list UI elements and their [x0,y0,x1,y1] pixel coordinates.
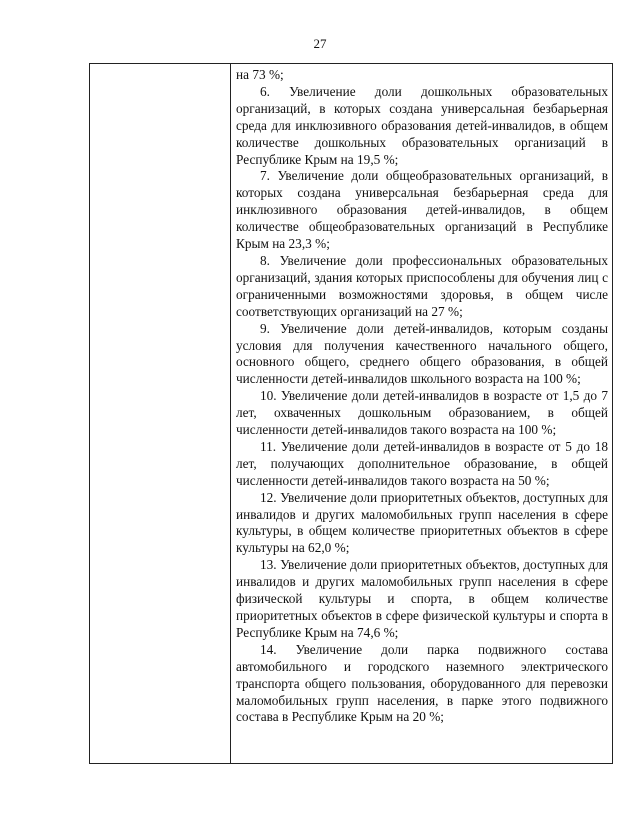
list-item: 9. Увеличение доли детей-инвалидов, которым созданы условия для получения качественного начального общего, основного общего, среднего общего образования, в общей численности детей-инвалидов школьного возраста на 100 %; [236,320,608,387]
table-cell-left-empty [90,64,231,764]
list-item: 7. Увеличение доли общеобразовательных организаций, в которых создана универсальная безбарьерная среда для инклюзивного образования детей-инвалидов, в общем количестве общеобразовательных организаций в Республике Крым на 23,3 %; [236,168,608,252]
list-item: 13. Увеличение доли приоритетных объектов, доступных для инвалидов и других маломобильных групп населения в сфере физической культуры и спорта, в общем количестве приоритетных объектов в сфере физической культуры и спорта в Республике Крым на 74,6 %; [236,557,608,640]
list-item: 6. Увеличение доли дошкольных образовательных организаций, в которых создана универсальная безбарьерная среда для инклюзивного образования детей-инвалидов, в общем количестве дошкольных образовательных организаций в Республике Крым на 19,5 %; [236,83,608,167]
table-row [90,64,613,764]
page-number: 27 [313,36,327,51]
list-item: 14. Увеличение доли парка подвижного состава автомобильного и городского наземного электрического транспорта общего пользования, оборудованного для перевозки маломобильных групп населения, в парке этого подвижного состава в Республике Крым на 20 %; [236,641,608,725]
continuation-line: на 73 %; [236,67,284,82]
document-table [89,63,613,764]
list-item: 12. Увеличение доли приоритетных объектов, доступных для инвалидов и других маломобильных групп населения в сфере культуры, в общем количестве приоритетных объектов в сфере культуры на 62,0 %; [236,489,608,556]
list-item: 8. Увеличение доли профессиональных образовательных организаций, здания которых приспособлены для обучения лиц с ограниченными возможностями здоровья, в общем числе соответствующих организаций на 27 %; [236,252,608,319]
target-indicators-text [231,64,612,726]
list-item: 11. Увеличение доли детей-инвалидов в возрасте от 5 до 18 лет, получающих дополнительное образование, в общей численности детей-инвалидов такого возраста на 50 %; [236,438,608,488]
table-cell-right-text [231,64,613,764]
list-item: 10. Увеличение доли детей-инвалидов в возрасте от 1,5 до 7 лет, охваченных дошкольным образованием, в общей численности детей-инвалидов такого возраста на 100 %; [236,388,608,438]
